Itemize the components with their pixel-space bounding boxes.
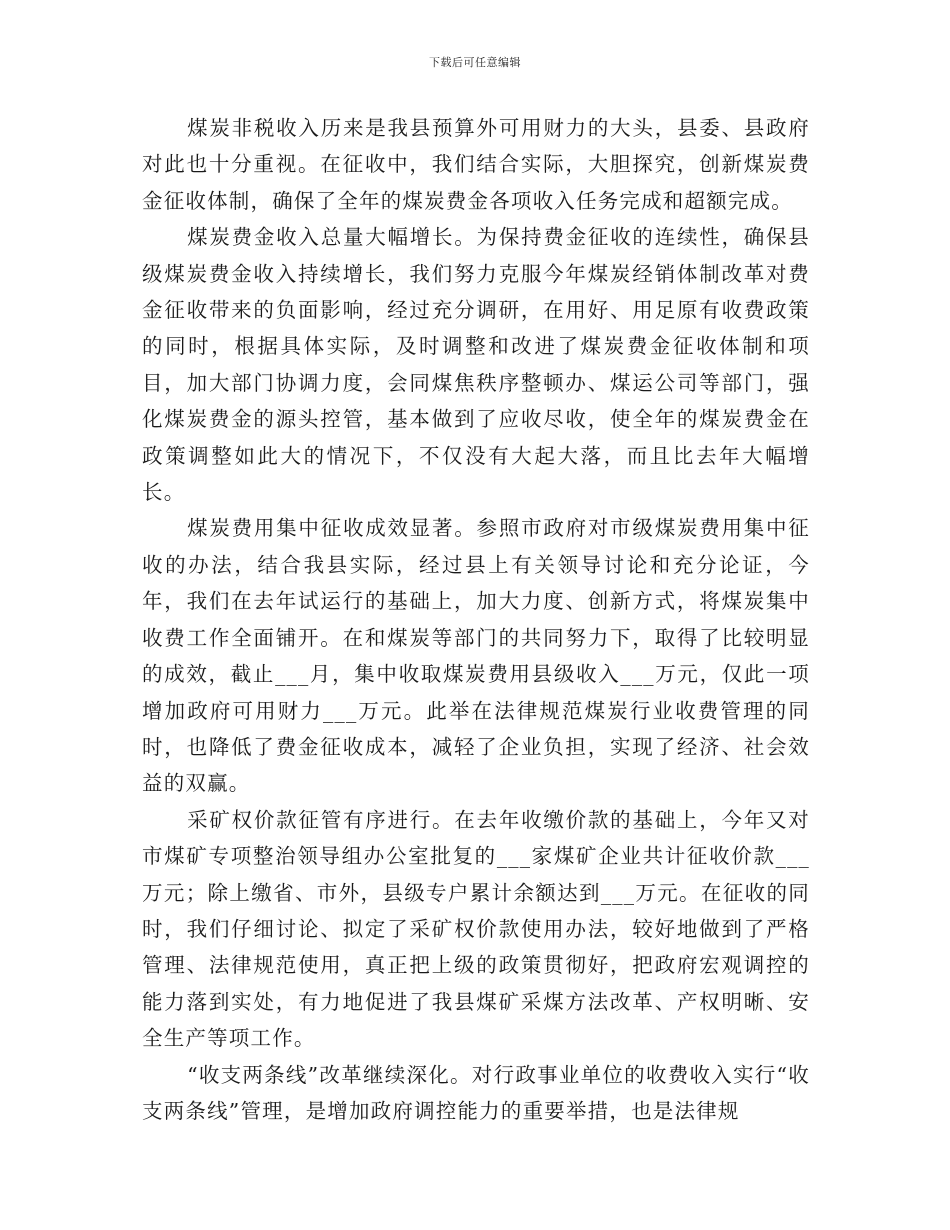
document-body <box>142 110 810 1129</box>
paragraph-two-lines-reform: “收支两条线”改革继续深化。对行政事业单位的收费收入实行“收支两条线”管理，是增加政府调控能力的重要举措，也是法律规 <box>142 1062 810 1123</box>
paragraph-coal-fee-growth: 煤炭费金收入总量大幅增长。为保持费金征收的连续性，确保县级煤炭费金收入持续增长，我们努力克服今年煤炭经销体制改革对费金征收带来的负面影响，经过充分调研，在用好、用足原有收费政策的同时，根据具体实际，及时调整和改进了煤炭费金征收体制和项目，加大部门协调力度，会同煤焦秩序整顿办、煤运公司等部门，强化煤炭费金的源头控管，基本做到了应收尽收，使全年的煤炭费金在政策调整如此大的情况下，不仅没有大起大落，而且比去年大幅增长。 <box>142 225 810 505</box>
paragraph-intro: 煤炭非税收入历来是我县预算外可用财力的大头，县委、县政府对此也十分重视。在征收中，我们结合实际，大胆探究，创新煤炭费金征收体制，确保了全年的煤炭费金各项收入任务完成和超额完成。 <box>142 116 810 213</box>
paragraph-mining-rights: 采矿权价款征管有序进行。在去年收缴价款的基础上，今年又对市煤矿专项整治领导组办公室批复的___家煤矿企业共计征收价款___万元；除上缴省、市外，县级专户累计余额达到___万元。在征收的同时，我们仔细讨论、拟定了采矿权价款使用办法，较好地做到了严格管理、法律规范使用，真正把上级的政策贯彻好，把政府宏观调控的能力落到实处，有力地促进了我县煤矿采煤方法改革、产权明晰、安全生产等项工作。 <box>142 807 810 1051</box>
paragraph-centralized-collection: 煤炭费用集中征收成效显著。参照市政府对市级煤炭费用集中征收的办法，结合我县实际，经过县上有关领导讨论和充分论证，今年，我们在去年试运行的基础上，加大力度、创新方式，将煤炭集中收费工作全面铺开。在和煤炭等部门的共同努力下，取得了比较明显的成效，截止___月，集中收取煤炭费用县级收入___万元，仅此一项增加政府可用财力___万元。此举在法律规范煤炭行业收费管理的同时，也降低了费金征收成本，减轻了企业负担，实现了经济、社会效益的双赢。 <box>142 516 810 796</box>
page-header: 下载后可任意编辑 <box>429 56 521 69</box>
